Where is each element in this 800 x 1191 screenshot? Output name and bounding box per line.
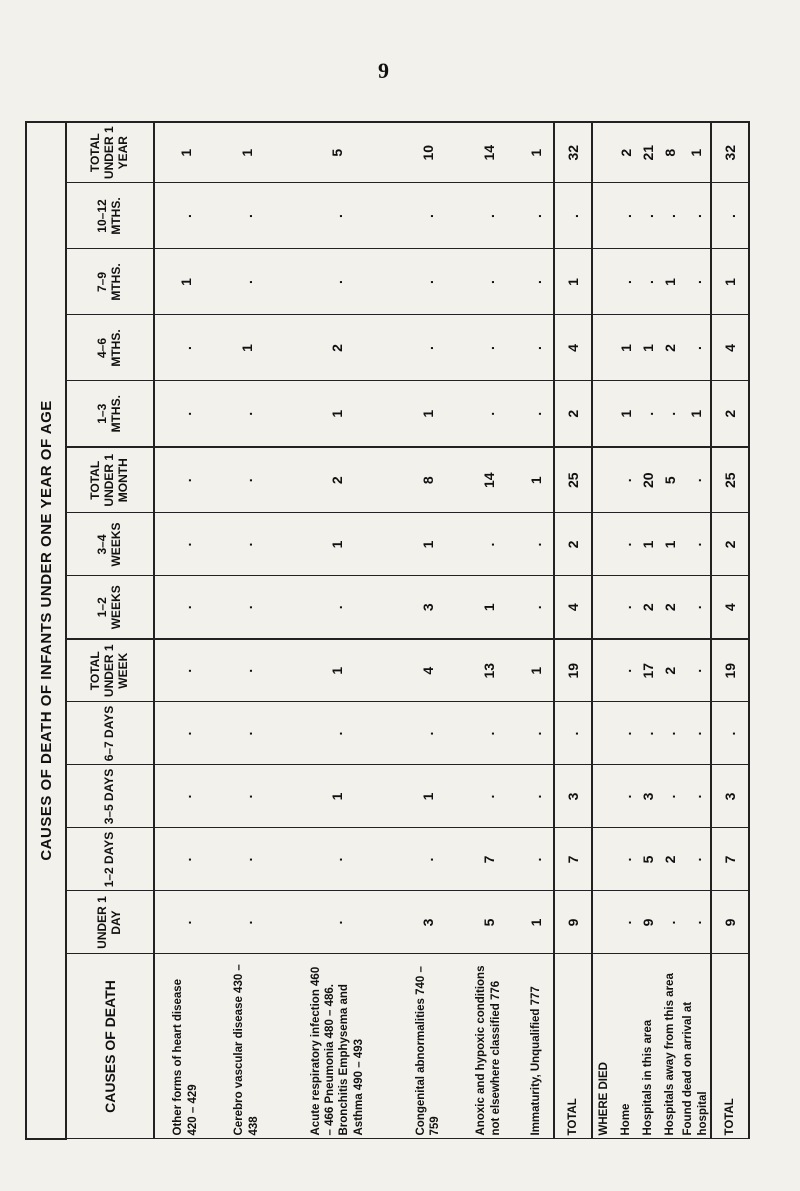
cell-value: .: [154, 639, 217, 702]
cell-value: .: [519, 249, 555, 315]
cell-value: .: [217, 381, 277, 447]
cell-value: 14: [458, 447, 518, 513]
cell-value: [592, 828, 615, 891]
row-label: Hospitals away from this area: [659, 954, 681, 1139]
cell-value: .: [217, 183, 277, 249]
cell-value: 1: [458, 576, 518, 639]
cell-value: 1: [554, 249, 592, 315]
cell-value: .: [217, 891, 277, 954]
cell-value: 1: [398, 513, 458, 576]
cell-value: [592, 576, 615, 639]
cell-value: .: [154, 576, 217, 639]
cell-value: [592, 381, 615, 447]
cell-value: .: [398, 828, 458, 891]
cell-value: .: [217, 639, 277, 702]
page-number: 9: [378, 58, 389, 83]
cell-value: 3: [711, 765, 749, 828]
rotated-table-container: [25, 126, 750, 1140]
cell-value: .: [458, 765, 518, 828]
cell-value: .: [615, 447, 637, 513]
cell-value: .: [681, 513, 711, 576]
cell-value: 8: [398, 447, 458, 513]
cell-value: .: [681, 702, 711, 765]
cell-value: .: [659, 702, 681, 765]
cell-value: .: [659, 183, 681, 249]
cell-value: .: [154, 183, 217, 249]
cell-value: 3: [398, 576, 458, 639]
cell-value: .: [519, 381, 555, 447]
cell-value: .: [615, 891, 637, 954]
cell-value: [592, 183, 615, 249]
cause-row: [277, 122, 398, 1139]
cell-value: 1: [277, 513, 398, 576]
cell-value: 2: [615, 122, 637, 183]
cell-value: 9: [554, 891, 592, 954]
column-header: 6–7 DAYS: [66, 702, 154, 765]
cell-value: [592, 639, 615, 702]
cell-value: 2: [277, 315, 398, 381]
cell-value: .: [681, 447, 711, 513]
row-label: Cerebro vascular disease 430 – 438: [217, 954, 277, 1139]
cell-value: .: [637, 183, 659, 249]
column-header: 10–12 MTHS.: [66, 183, 154, 249]
cell-value: 1: [519, 447, 555, 513]
cell-value: 1: [711, 249, 749, 315]
where-total-row: [711, 122, 749, 1139]
cell-value: 1: [398, 381, 458, 447]
cell-value: 1: [681, 381, 711, 447]
cell-value: 1: [398, 765, 458, 828]
cell-value: .: [681, 891, 711, 954]
cell-value: 7: [458, 828, 518, 891]
cell-value: .: [458, 702, 518, 765]
cell-value: .: [681, 828, 711, 891]
where-row: [659, 122, 681, 1139]
cell-value: 10: [398, 122, 458, 183]
cell-value: .: [458, 183, 518, 249]
cell-value: .: [659, 381, 681, 447]
cell-value: 5: [458, 891, 518, 954]
cell-value: .: [458, 513, 518, 576]
cell-value: 1: [637, 513, 659, 576]
row-label: Congenital abnormalities 740 – 759: [398, 954, 458, 1139]
cell-value: .: [277, 891, 398, 954]
cell-value: .: [217, 576, 277, 639]
cell-value: 4: [711, 315, 749, 381]
cell-value: 3: [637, 765, 659, 828]
cell-value: .: [659, 891, 681, 954]
cause-row: [154, 122, 217, 1139]
cell-value: .: [519, 513, 555, 576]
column-header: 7–9 MTHS.: [66, 249, 154, 315]
column-header: TOTAL UNDER 1 WEEK: [66, 639, 154, 702]
cell-value: 1: [217, 315, 277, 381]
cell-value: 7: [554, 828, 592, 891]
cell-value: .: [154, 513, 217, 576]
column-header: TOTAL UNDER 1 MONTH: [66, 447, 154, 513]
cell-value: 5: [637, 828, 659, 891]
header-causes-of-death: CAUSES OF DEATH: [66, 954, 154, 1139]
cell-value: 1: [681, 122, 711, 183]
cell-value: .: [458, 381, 518, 447]
column-header: 1–2 DAYS: [66, 828, 154, 891]
infant-deaths-table: [25, 121, 750, 1140]
cell-value: 1: [615, 315, 637, 381]
cell-value: 5: [277, 122, 398, 183]
cell-value: 9: [711, 891, 749, 954]
row-label: Hospitals in this area: [637, 954, 659, 1139]
column-header: UNDER 1 DAY: [66, 891, 154, 954]
row-label: WHERE DIED: [592, 954, 615, 1139]
where-row: [637, 122, 659, 1139]
cell-value: .: [217, 702, 277, 765]
cell-value: .: [519, 828, 555, 891]
column-header: 1–2 WEEKS: [66, 576, 154, 639]
cell-value: .: [554, 183, 592, 249]
cell-value: 2: [554, 381, 592, 447]
cell-value: .: [154, 702, 217, 765]
cell-value: .: [615, 576, 637, 639]
cell-value: 7: [711, 828, 749, 891]
cell-value: .: [154, 891, 217, 954]
cell-value: .: [637, 249, 659, 315]
cell-value: 2: [659, 639, 681, 702]
cell-value: 19: [554, 639, 592, 702]
cell-value: .: [659, 765, 681, 828]
cell-value: .: [637, 381, 659, 447]
cell-value: 2: [637, 576, 659, 639]
cell-value: .: [615, 702, 637, 765]
cell-value: .: [615, 639, 637, 702]
cell-value: .: [615, 183, 637, 249]
row-label: Acute respiratory infection 460 – 466 Pneumonia 480 – 486. Bronchitis Emphysema and Asthma 490 – 493: [277, 954, 398, 1139]
cell-value: 20: [637, 447, 659, 513]
cell-value: 1: [519, 122, 555, 183]
cell-value: 8: [659, 122, 681, 183]
cell-value: .: [615, 513, 637, 576]
cell-value: 2: [554, 513, 592, 576]
column-header: 4–6 MTHS.: [66, 315, 154, 381]
cell-value: .: [154, 447, 217, 513]
cell-value: .: [398, 183, 458, 249]
cell-value: .: [711, 183, 749, 249]
column-header: 1–3 MTHS.: [66, 381, 154, 447]
cell-value: 1: [154, 249, 217, 315]
column-header: 3–5 DAYS: [66, 765, 154, 828]
where-row: [615, 122, 637, 1139]
cell-value: 1: [615, 381, 637, 447]
cause-row: [519, 122, 555, 1139]
cell-value: [592, 447, 615, 513]
cell-value: 4: [554, 576, 592, 639]
table-title: CAUSES OF DEATH OF INFANTS UNDER ONE YEAR OF AGE: [26, 122, 66, 1139]
cell-value: 1: [659, 513, 681, 576]
cell-value: 2: [277, 447, 398, 513]
cell-value: .: [681, 315, 711, 381]
cell-value: [592, 513, 615, 576]
cause-row: [398, 122, 458, 1139]
cell-value: .: [519, 765, 555, 828]
cell-value: 1: [519, 639, 555, 702]
cell-value: 32: [554, 122, 592, 183]
cell-value: 21: [637, 122, 659, 183]
cell-value: .: [615, 765, 637, 828]
cell-value: 5: [659, 447, 681, 513]
cell-value: 19: [711, 639, 749, 702]
cell-value: .: [711, 702, 749, 765]
cell-value: [592, 249, 615, 315]
cell-value: .: [615, 828, 637, 891]
cell-value: 17: [637, 639, 659, 702]
total-row: [554, 122, 592, 1139]
cell-value: .: [154, 765, 217, 828]
cause-row: [217, 122, 277, 1139]
row-label: TOTAL: [554, 954, 592, 1139]
cell-value: .: [277, 702, 398, 765]
row-label: TOTAL: [711, 954, 749, 1139]
cell-value: .: [217, 828, 277, 891]
where-row: [681, 122, 711, 1139]
cell-value: .: [519, 315, 555, 381]
cell-value: .: [398, 702, 458, 765]
cell-value: .: [681, 765, 711, 828]
cell-value: 1: [277, 639, 398, 702]
cell-value: .: [398, 315, 458, 381]
cell-value: 1: [637, 315, 659, 381]
column-header: TOTAL UNDER 1 YEAR: [66, 122, 154, 183]
cell-value: .: [217, 447, 277, 513]
cell-value: .: [217, 513, 277, 576]
cell-value: 14: [458, 122, 518, 183]
cell-value: 1: [519, 891, 555, 954]
row-label: Anoxic and hypoxic conditions not elsewhere classified 776: [458, 954, 518, 1139]
cell-value: .: [681, 249, 711, 315]
cell-value: 2: [711, 381, 749, 447]
cell-value: 2: [659, 315, 681, 381]
cell-value: 4: [711, 576, 749, 639]
cell-value: .: [154, 315, 217, 381]
cell-value: [592, 122, 615, 183]
cell-value: .: [458, 315, 518, 381]
cell-value: 1: [277, 381, 398, 447]
cell-value: 2: [711, 513, 749, 576]
cell-value: .: [277, 576, 398, 639]
cell-value: .: [681, 576, 711, 639]
where-died-heading-row: [592, 122, 615, 1139]
row-label: Home: [615, 954, 637, 1139]
cell-value: .: [217, 249, 277, 315]
cell-value: .: [154, 381, 217, 447]
cell-value: 9: [637, 891, 659, 954]
cell-value: .: [217, 765, 277, 828]
cell-value: 25: [711, 447, 749, 513]
cell-value: .: [398, 249, 458, 315]
cell-value: 3: [554, 765, 592, 828]
row-label: Other forms of heart disease 420 – 429: [154, 954, 217, 1139]
cell-value: 2: [659, 576, 681, 639]
cell-value: 25: [554, 447, 592, 513]
cell-value: .: [681, 183, 711, 249]
cell-value: .: [554, 702, 592, 765]
cell-value: .: [519, 702, 555, 765]
cell-value: .: [681, 639, 711, 702]
cell-value: .: [277, 828, 398, 891]
cell-value: .: [637, 702, 659, 765]
cell-value: 1: [277, 765, 398, 828]
cell-value: [592, 315, 615, 381]
cell-value: 3: [398, 891, 458, 954]
cell-value: 13: [458, 639, 518, 702]
cause-row: [458, 122, 518, 1139]
cell-value: 4: [398, 639, 458, 702]
cell-value: 1: [659, 249, 681, 315]
cell-value: .: [615, 249, 637, 315]
cell-value: [592, 765, 615, 828]
cell-value: 1: [154, 122, 217, 183]
cell-value: .: [277, 183, 398, 249]
cell-value: .: [458, 249, 518, 315]
cell-value: .: [519, 183, 555, 249]
cell-value: [592, 702, 615, 765]
cell-value: .: [519, 576, 555, 639]
cell-value: [592, 891, 615, 954]
cell-value: 32: [711, 122, 749, 183]
cell-value: .: [277, 249, 398, 315]
cell-value: .: [154, 828, 217, 891]
cell-value: 4: [554, 315, 592, 381]
row-label: Immaturity, Unqualified 777: [519, 954, 555, 1139]
cell-value: 2: [659, 828, 681, 891]
column-header: 3–4 WEEKS: [66, 513, 154, 576]
cell-value: 1: [217, 122, 277, 183]
row-label: Found dead on arrival at hospital: [681, 954, 711, 1139]
